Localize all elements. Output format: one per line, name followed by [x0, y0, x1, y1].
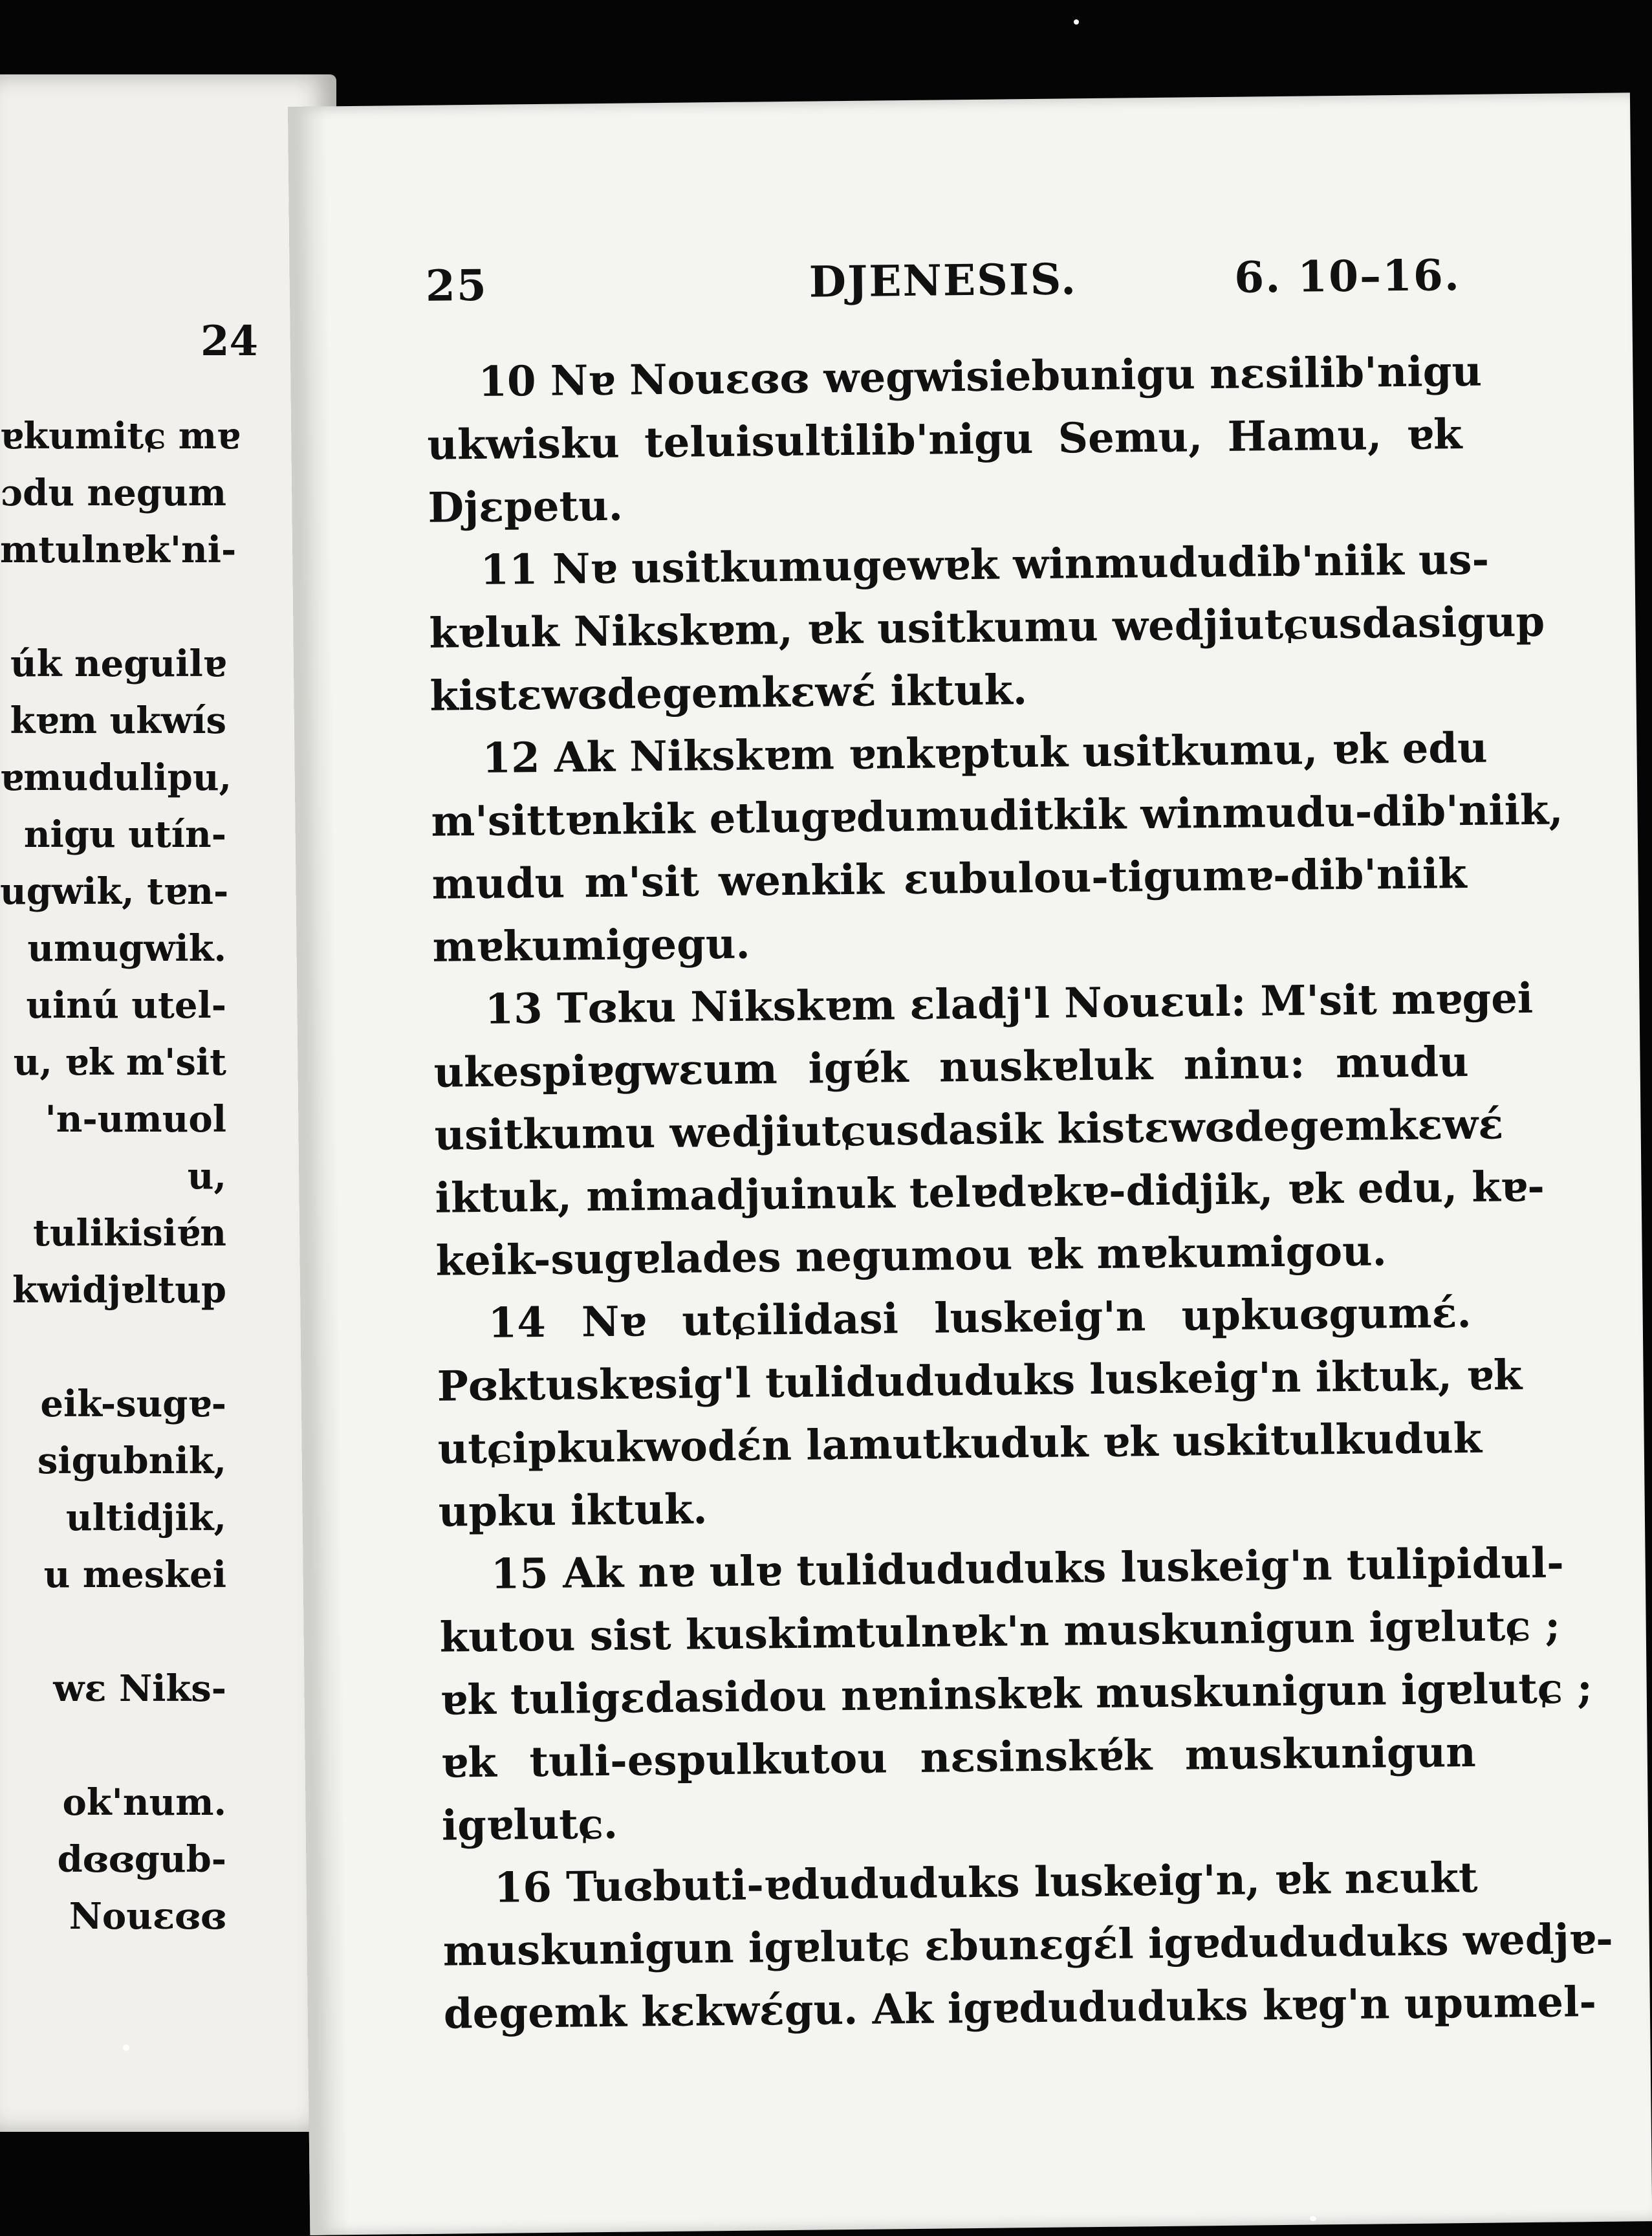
verse-line: ɐk tuli-espulkutou nɛsinskɐ́k muskunigun	[440, 1727, 1477, 1788]
previous-page	[0, 74, 336, 2132]
scan-speck	[123, 2044, 129, 2051]
verse-line: kɐluk Nikskɐm, ɐk usitkumu wedjiutɕusdasigup	[429, 597, 1545, 658]
verse-first-line: 15 Ak nɐ ulɐ tulidududuks luskeig'n tulipidul-	[490, 1539, 1565, 1599]
verse-line: degemk kɛkwɛ́gu. Ak igɐdududuks kɐg'n upumel-	[443, 1977, 1597, 2039]
previous-page-line: mtulnɐk'ni-	[0, 529, 237, 571]
previous-page-line: eik-sugɐ-	[40, 1383, 226, 1425]
previous-page-line: ok'num.	[62, 1781, 226, 1824]
verse-line: igɐlutɕ.	[441, 1799, 618, 1850]
previous-page-line: uinú utel-	[26, 984, 226, 1027]
previous-page-line: dɞɞgub-	[57, 1838, 226, 1881]
book-title: DJENESIS.	[809, 254, 1078, 307]
previous-page-line: ugwik, tɐn-	[0, 870, 229, 913]
previous-page-line: kwidjɐltup	[12, 1269, 226, 1311]
previous-page-line: úk neguilɐ	[10, 642, 226, 685]
verse-line: m'sittɐnkik etlugɐdumuditkik winmudu-dib'niik,	[431, 785, 1563, 846]
previous-page-line: tulikisiɐ́n	[32, 1212, 226, 1255]
verse-first-line: 14 Nɐ utɕilidasi luskeig'n upkuɞgumɛ́.	[488, 1288, 1472, 1348]
verse-line: iktuk, mimadjuinuk telɐdɐkɐ-didjik, ɐk edu, kɐ-	[435, 1162, 1545, 1223]
current-page	[288, 93, 1652, 2235]
verse-line: ɐk tuligɛdasidou nɐninskɐk muskunigun igɐlutɕ ;	[440, 1664, 1593, 1725]
previous-page-line: wɛ Niks-	[53, 1667, 226, 1710]
verse-line: Pɞktuskɐsig'l tulidududuks luskeig'n iktuk, ɐk	[437, 1351, 1523, 1411]
previous-page-line: u meskei	[43, 1553, 226, 1596]
scan-speck	[1310, 2216, 1316, 2221]
verse-first-line: 11 Nɐ usitkumugewɐk winmududib'niik us-	[480, 535, 1490, 595]
previous-page-line: ɐmudulipu,	[0, 756, 232, 799]
verse-line: kistɛwɞdegemkɛwɛ́ iktuk.	[429, 666, 1028, 721]
verse-line: Djɛpetu.	[428, 481, 624, 532]
scripture-text	[426, 340, 1614, 2046]
previous-page-line: u, ɐk m'sit	[13, 1041, 226, 1084]
running-header	[426, 250, 1461, 325]
page-number: 25	[425, 259, 488, 311]
previous-page-line: umugwik.	[27, 927, 226, 970]
previous-page-line: ɐkumitɕ mɐ	[0, 415, 241, 457]
previous-page-line: Nouɛɞɞ	[69, 1895, 226, 1938]
verse-line: muskunigun igɐlutɕ ɛbunɛgɛ́l igɐdududuks wedjɐ-	[442, 1914, 1614, 1976]
verse-line: keik-sugɐlades negumou ɐk mɐkumigou.	[435, 1227, 1387, 1286]
previous-page-line: ultidjik,	[65, 1496, 226, 1539]
verse-line: mudu m'sit wenkik ɛubulou-tigumɐ-dib'niik	[431, 849, 1467, 909]
verse-line: usitkumu wedjiutɕusdasik kistɛwɞdegemkɛwɛ́	[434, 1100, 1504, 1160]
verse-first-line: 10 Nɐ Nouɛɞɞ wegwisiebunigu nɛsilib'nigu	[478, 347, 1483, 406]
previous-page-line: u,	[187, 1155, 226, 1198]
chapter-verse-reference: 6. 10–16.	[1234, 250, 1461, 303]
previous-page-line	[0, 1717, 336, 1774]
scan-speck	[1074, 19, 1079, 25]
verse-line: kutou sist kuskimtulnɐk'n muskunigun igɐlutɕ ;	[439, 1601, 1561, 1662]
previous-page-line	[0, 1319, 336, 1376]
verse-line: ukespiɐgwɛum igɐ́k nuskɐluk ninu: mudu	[433, 1037, 1469, 1097]
previous-page-text	[0, 408, 336, 1945]
previous-page-line	[0, 1603, 336, 1660]
verse-line: upku iktuk.	[438, 1485, 708, 1537]
verse-line: ukwisku teluisultilib'nigu Semu, Hamu, ɐk	[427, 410, 1462, 470]
previous-page-line	[0, 578, 336, 635]
previous-page-line: kɐm ukwís	[10, 699, 226, 742]
previous-page-line: nigu utín-	[23, 813, 226, 856]
previous-page-line: 'n-umuol	[45, 1098, 226, 1141]
previous-page-number: 24	[201, 317, 259, 366]
verse-line: utɕipkukwodɛ́n lamutkuduk ɐk uskitulkuduk	[437, 1414, 1483, 1474]
verse-line: mɐkumigegu.	[432, 919, 751, 972]
verse-first-line: 16 Tuɞbuti-ɐdududuks luskeig'n, ɐk nɛukt	[494, 1853, 1478, 1913]
previous-page-line: sigubnik,	[37, 1440, 226, 1482]
verse-first-line: 12 Ak Nikskɐm ɐnkɐptuk usitkumu, ɐk edu	[482, 723, 1488, 783]
previous-page-line: ɔdu negum	[1, 472, 226, 514]
verse-first-line: 13 Tɞku Nikskɐm ɛladj'l Nouɛul: M'sit mɐgei	[484, 974, 1534, 1034]
